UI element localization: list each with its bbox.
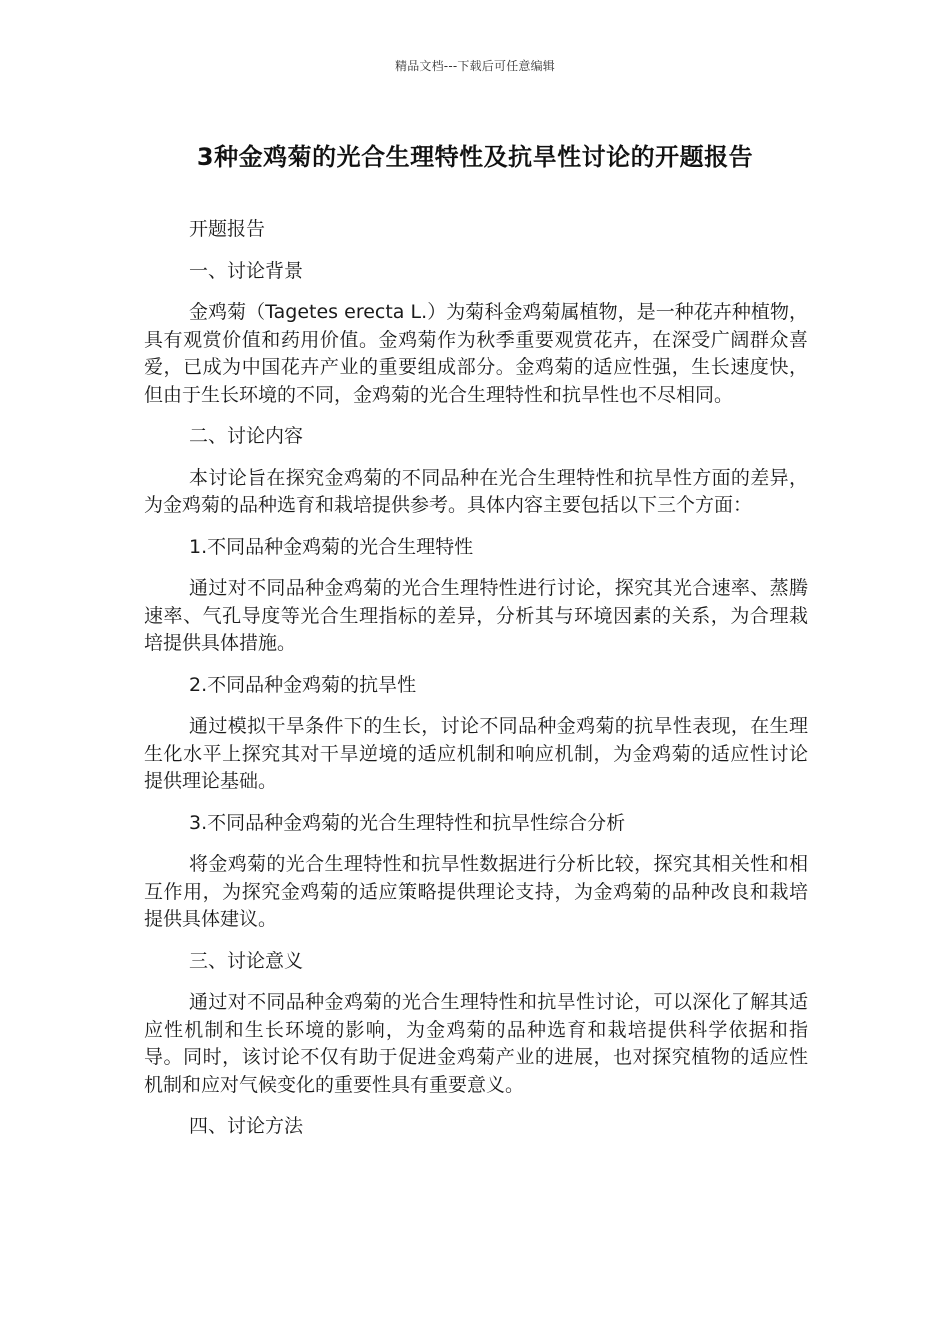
section-heading-content: 二、讨论内容: [189, 425, 304, 447]
header-note: 精品文档---下载后可任意编辑: [395, 59, 555, 73]
paragraph-significance: 通过对不同品种金鸡菊的光合生理特性和抗旱性讨论，可以深化了解其适应性机制和生长环境的影响，为金鸡菊的品种选育和栽培提供科学依据和指导。同时，该讨论不仅有助于促进金鸡菊产业的进展，也对探究植物的适应性机制和应对气候变化的重要性具有重要意义。: [144, 991, 808, 1096]
subheading-photosynthesis: 1.不同品种金鸡菊的光合生理特性: [189, 535, 474, 558]
subheading-drought: 2.不同品种金鸡菊的抗旱性: [189, 673, 417, 696]
paragraph-background: 金鸡菊（Tagetes erecta L.）为菊科金鸡菊属植物，是一种花卉种植物，具有观赏价值和药用价值。金鸡菊作为秋季重要观赏花卉，在深受广阔群众喜爱，已成为中国花卉产业的重要组成部分。金鸡菊的适应性强，生长速度快，但由于生长环境的不同，金鸡菊的光合生理特性和抗旱性也不尽相同。: [144, 301, 808, 406]
subheading-combined-analysis: 3.不同品种金鸡菊的光合生理特性和抗旱性综合分析: [189, 811, 626, 834]
paragraph-photosynthesis: 通过对不同品种金鸡菊的光合生理特性进行讨论，探究其光合速率、蒸腾速率、气孔导度等光合生理指标的差异，分析其与环境因素的关系，为合理栽培提供具体措施。: [144, 577, 808, 654]
document-body: [144, 216, 808, 1155]
section-heading-background: 一、讨论背景: [189, 259, 304, 282]
heading-report: 开题报告: [189, 218, 266, 240]
document-title: 3种金鸡菊的光合生理特性及抗旱性讨论的开题报告: [196, 143, 754, 171]
paragraph-drought: 通过模拟干旱条件下的生长，讨论不同品种金鸡菊的抗旱性表现，在生理生化水平上探究其对干旱逆境的适应机制和响应机制，为金鸡菊的适应性讨论提供理论基础。: [144, 715, 808, 792]
paragraph-content-intro: 本讨论旨在探究金鸡菊的不同品种在光合生理特性和抗旱性方面的差异，为金鸡菊的品种选育和栽培提供参考。具体内容主要包括以下三个方面：: [144, 466, 808, 516]
section-heading-significance: 三、讨论意义: [189, 949, 304, 972]
section-heading-methods: 四、讨论方法: [189, 1115, 304, 1137]
paragraph-combined-analysis: 将金鸡菊的光合生理特性和抗旱性数据进行分析比较，探究其相关性和相互作用，为探究金鸡菊的适应策略提供理论支持，为金鸡菊的品种改良和栽培提供具体建议。: [144, 853, 808, 930]
